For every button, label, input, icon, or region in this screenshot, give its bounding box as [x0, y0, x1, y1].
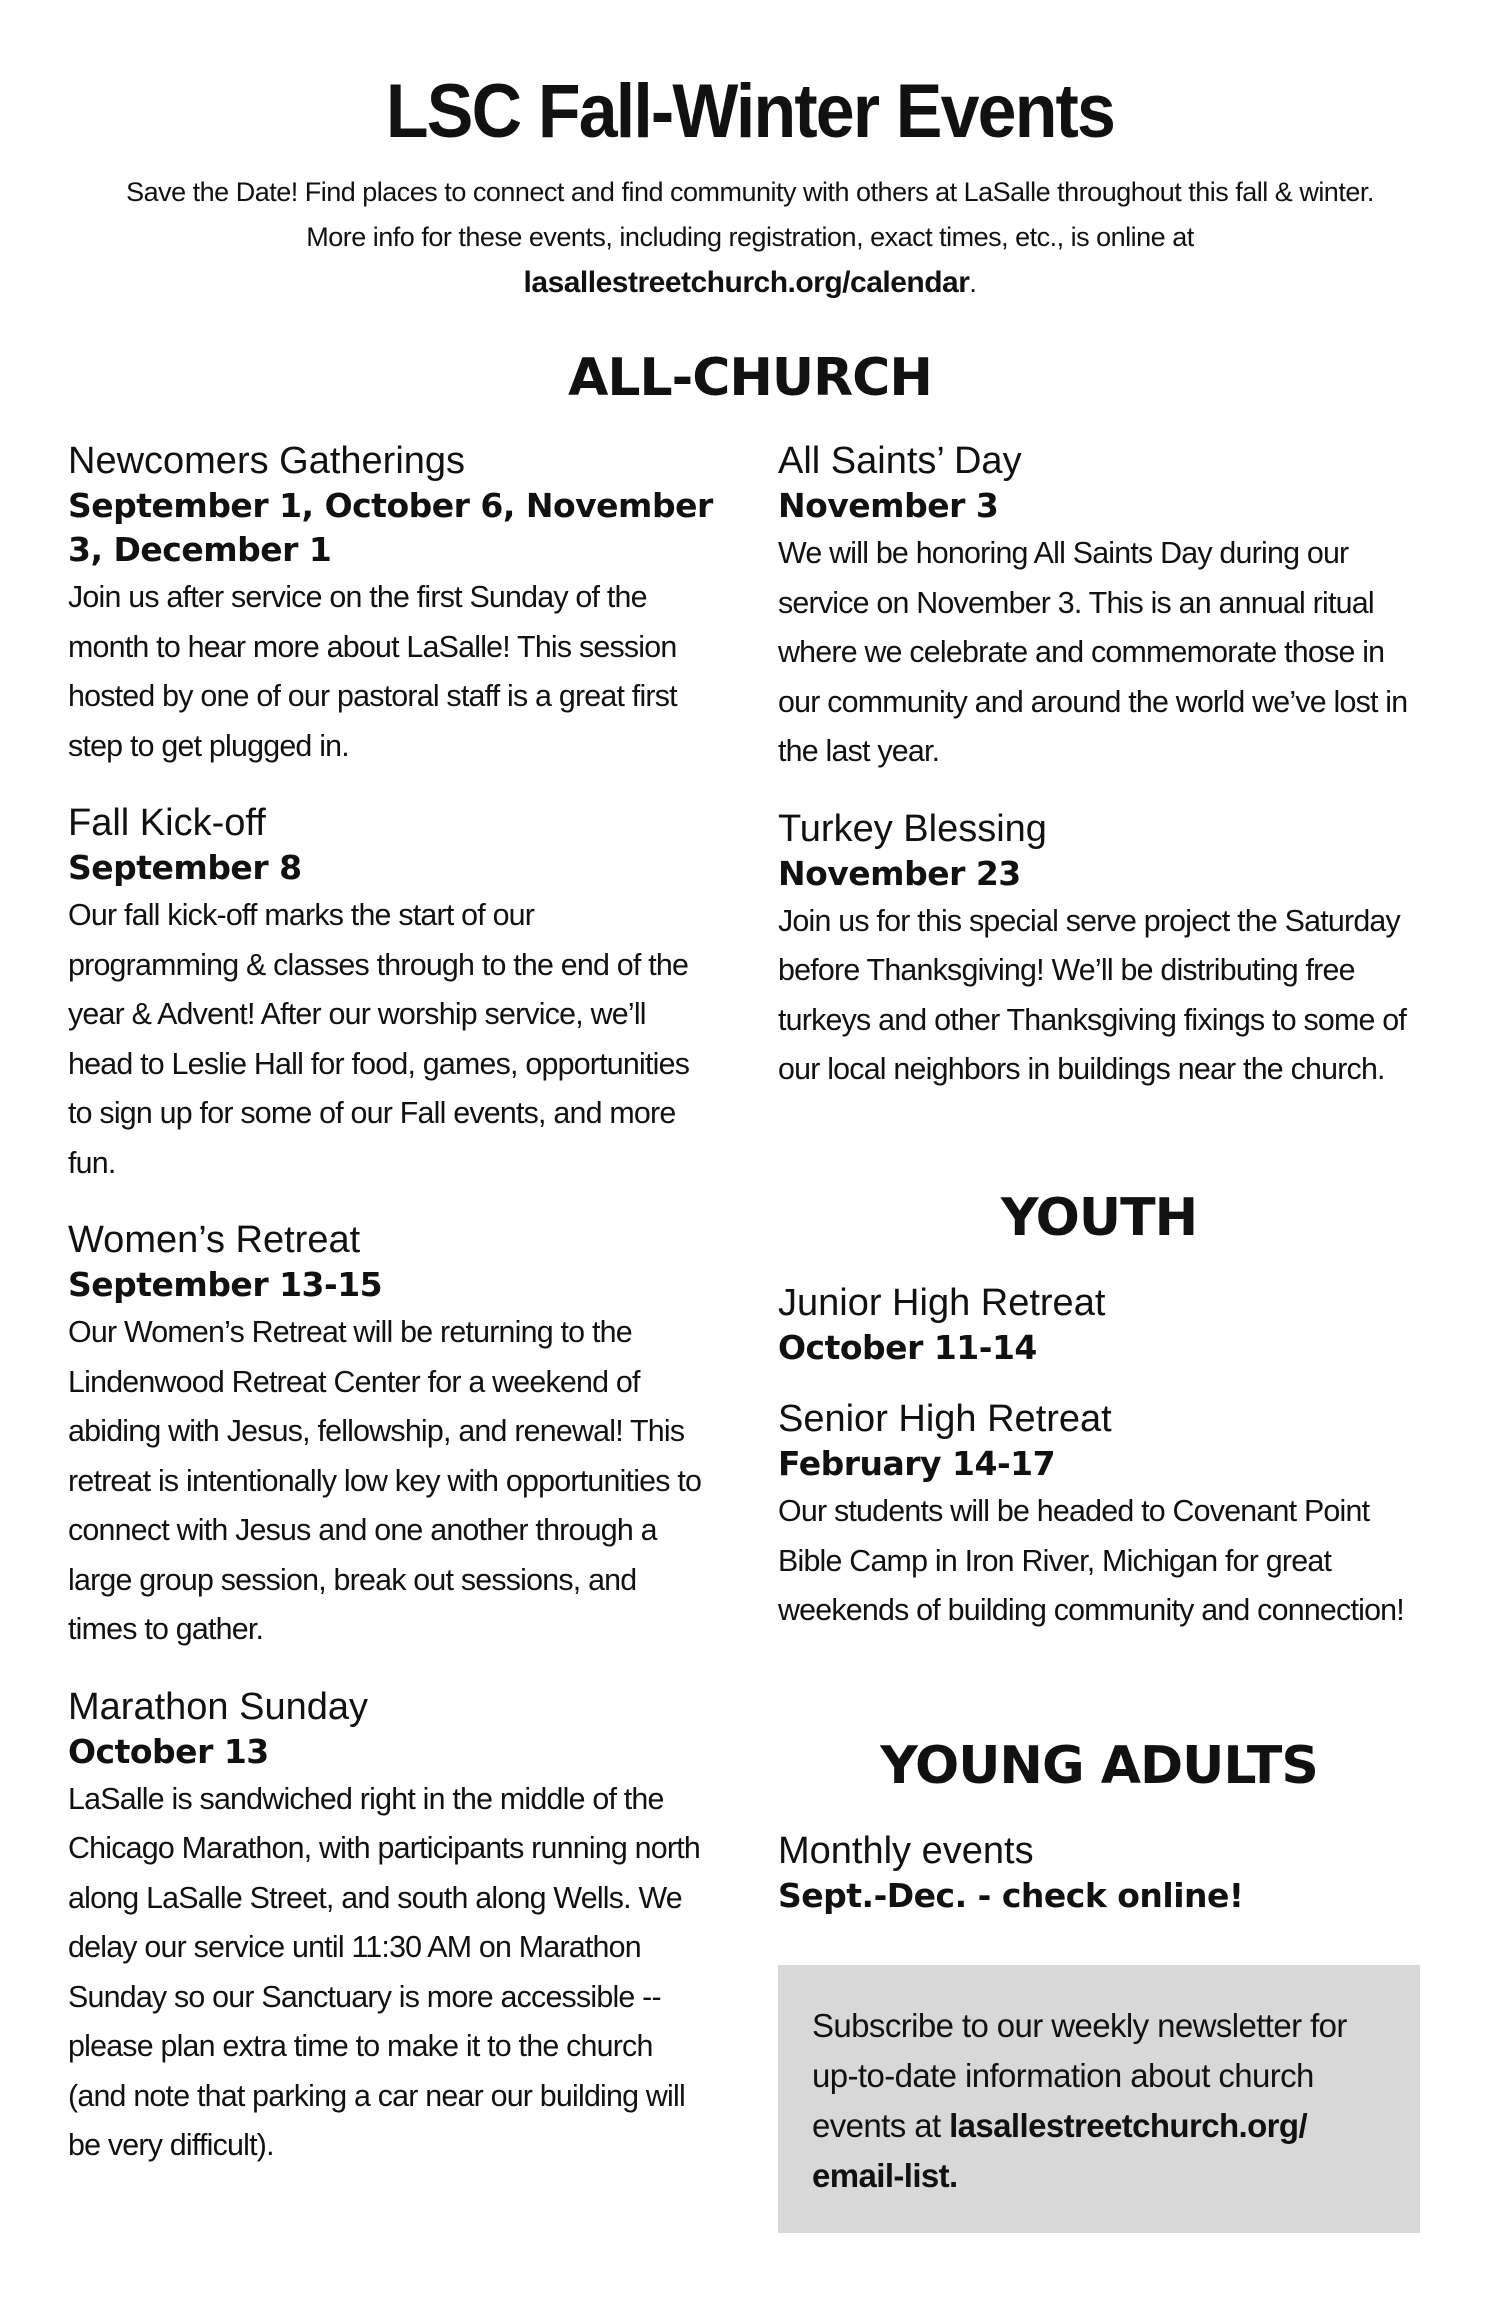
event-date: November 3 [778, 486, 999, 525]
event-womens-retreat [68, 1217, 718, 1654]
event-date: September 1, October 6, November 3, December 1 [68, 486, 713, 569]
event-name: Junior High Retreat [778, 1282, 1106, 1324]
event-description: We will be honoring All Saints Day during our service on November 3. This is an annual ritual where we celebrate and commemorate those in our community and around the world we’ve lost in the last year. [778, 535, 1408, 768]
event-description: Join us after service on the first Sunday of the month to hear more about LaSalle! This session hosted by one of our pastoral staff is a great first step to get plugged in. [68, 579, 677, 763]
event-senior-high-retreat [778, 1396, 1428, 1635]
event-name: Fall Kick-off [68, 802, 266, 844]
right-column [778, 438, 1428, 1124]
event-description: Our Women’s Retreat will be returning to the Lindenwood Retreat Center for a weekend of abiding with Jesus, fellowship, and renewal! This retreat is intentionally low key with opportunities to connect with Jesus and one another through a large group session, break out sessions, and times to gather. [68, 1314, 702, 1646]
intro-body: Save the Date! Find places to connect and find community with others at LaSalle throughout this fall & winter. More info for these events, including registration, exact times, etc., is online at [126, 177, 1374, 252]
newsletter-body: Subscribe to our weekly newsletter for up-to-date information about church events at [812, 2007, 1347, 2144]
left-column [68, 438, 718, 2200]
calendar-link[interactable]: lasallestreetchurch.org/calendar [523, 266, 970, 299]
young-adults-column [778, 1828, 1428, 1948]
youth-column [778, 1280, 1428, 1665]
intro-text [120, 170, 1380, 306]
event-turkey-blessing [778, 806, 1428, 1094]
event-name: Monthly events [778, 1830, 1034, 1872]
section-title-young-adults: YOUNG ADULTS [880, 1736, 1318, 1796]
event-fall-kickoff [68, 800, 718, 1187]
event-junior-high-retreat [778, 1280, 1428, 1370]
event-name: Women’s Retreat [68, 1219, 361, 1261]
event-description: Our fall kick-off marks the start of our programming & classes through to the end of the year & Advent! After our worship service, we’ll head to Leslie Hall for food, games, opportunities to sign up for some of our Fall events, and more fun. [68, 897, 690, 1180]
event-name: Turkey Blessing [778, 807, 1047, 850]
event-description: LaSalle is sandwiched right in the middle of the Chicago Marathon, with participants running north along LaSalle Street, and south along Wells. We delay our service until 11:30 AM on Marathon Sunday so our Sanctuary is more accessible -- please plan extra time to make it to the church (and note that parking a car near our building will be very difficult). [68, 1780, 701, 2162]
event-all-saints [778, 438, 1428, 776]
event-date: October 13 [68, 1731, 269, 1771]
event-description: Join us for this special serve project the Saturday before Thanksgiving! We’ll be distributing free turkeys and other Thanksgiving fixings to some of our local neighbors in buildings near the church. [778, 902, 1407, 1086]
section-title-all-church: ALL-CHURCH [568, 348, 932, 408]
event-name: Senior High Retreat [778, 1398, 1112, 1440]
event-date: February 14-17 [778, 1444, 1056, 1483]
event-monthly-events [778, 1828, 1428, 1918]
email-list-link[interactable]: lasallestreetchurch.org/ email-list. [812, 2107, 1308, 2194]
intro-end: . [969, 268, 977, 298]
event-name: Newcomers Gatherings [68, 440, 466, 482]
event-date: September 13-15 [68, 1265, 383, 1304]
event-description: Our students will be headed to Covenant Point Bible Camp in Iron River, Michigan for great weekends of building community and connection! [778, 1493, 1404, 1627]
event-marathon-sunday [68, 1684, 718, 2170]
event-date: September 8 [68, 848, 302, 887]
page-title: LSC Fall-Winter Events [385, 69, 1115, 154]
event-name: All Saints’ Day [778, 440, 1022, 482]
event-date: Sept.-Dec. - check online! [778, 1876, 1244, 1915]
section-title-youth: YOUTH [1000, 1188, 1198, 1248]
event-name: Marathon Sunday [68, 1685, 368, 1728]
newsletter-text [812, 2001, 1386, 2201]
event-date: October 11-14 [778, 1328, 1037, 1367]
newsletter-box [778, 1965, 1420, 2233]
event-newcomers [68, 438, 718, 770]
event-date: November 23 [778, 853, 1021, 893]
